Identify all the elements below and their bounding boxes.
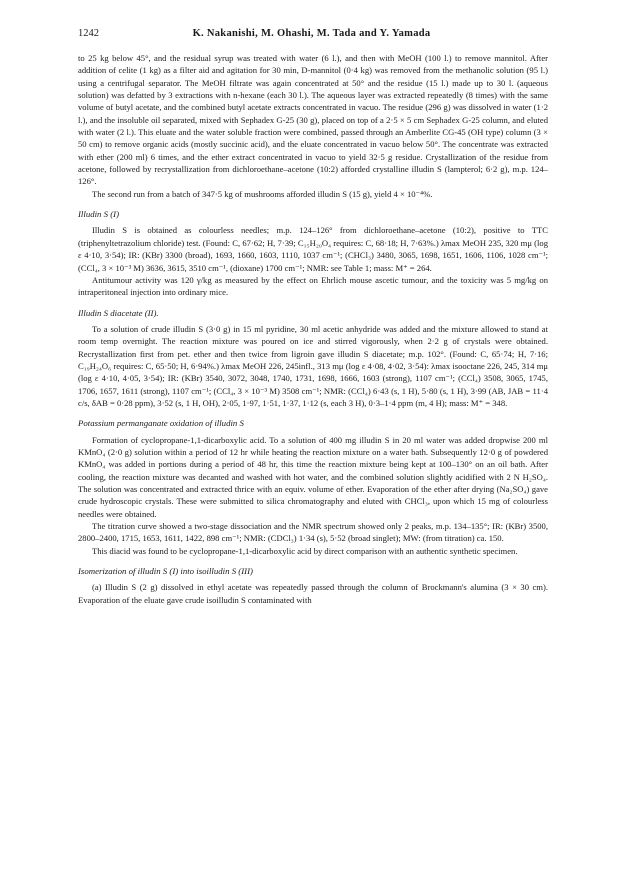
section-paragraph: Illudin S is obtained as colourless needles; m.p. 124–126° from dichloroethane–acetone (10:2), positive to TTC (triphenyltetrazolium chloride) test. (Found: C, 67·62; H, 7·39; C₁₅H₂₀O₄ requires: C, 68·18; H, 7·63%.) λmax MeOH 235, 320 mμ (log ε 4·10, 3·54); IR: (KBr) 3300 (broad), 1693, 1660, 1603, 1110, 1037 cm⁻¹; (CHCl₃) 3480, 3065, 1698, 1651, 1606, 1106, 1028 cm⁻¹; (CCl₄, 3 × 10⁻³ M) 3636, 3615, 3510 cm⁻¹, (dioxane) 1700 cm⁻¹; NMR: see Table 1; mass: M⁺ = 264. bbox=[78, 225, 548, 273]
section-heading: Potassium permanganate oxidation of illudin S bbox=[78, 418, 244, 429]
page-header bbox=[78, 28, 548, 39]
header-spacer bbox=[524, 28, 548, 39]
section-paragraph: Formation of cyclopropane-1,1-dicarboxylic acid. To a solution of 400 mg illudin S in 20 ml water was added dropwise 200 ml KMnO₄ (2·0 g) solution within a period of 12 hr while heating the reaction mixture on a water bath. Subsequently 12·0 g of powdered KMnO₄ was added in portions during a period of 48 hr, this time the reaction mixture being kept at 100–130° on an oil bath. After cooling, the reaction mixture was decanted and washed with hot water, and the combined solution slightly acidified with 2 N H₂SO₄. The solution was concentrated and extracted thrice with an equiv. volume of ether. Evaporation of the ether after drying (Na₂SO₄) gave crude hydroscopic crystals. These were submitted to silica chromatography and eluted with CHCl₃, upon which 15 mg of colourless needles were obtained. bbox=[78, 434, 548, 519]
intro-paragraph: The second run from a batch of 347·5 kg of mushrooms afforded illudin S (15 g), yield 4 × 10⁻⁴%. bbox=[92, 188, 433, 199]
page-number: 1242 bbox=[78, 28, 99, 39]
section-paragraph: The titration curve showed a two-stage dissociation and the NMR spectrum showed only 2 peaks, m.p. 134–135°; IR: (KBr) 3500, 2800–2400, 1715, 1653, 1611, 1422, 898 cm⁻¹; NMR: (CDCl₃) 1·34 (s), 5·52 (broad singlet); MW: (from titration) ca. 150. bbox=[78, 521, 548, 544]
section-heading: Illudin S diacetate (II). bbox=[78, 307, 159, 318]
running-title: K. Nakanishi, M. Ohashi, M. Tada and Y. Yamada bbox=[192, 28, 431, 39]
intro-paragraph: to 25 kg below 45°, and the residual syrup was treated with water (6 l.), and then with MeOH (100 l.) to remove mannitol. After addition of celite (1 kg) as a filter aid and agitation for 30 min, D-mannitol (0·4 kg) was removed from the methanolic solution (95 l.) using a centrifugal separator. The MeOH filtrate was again concentrated at 50° and the residue (15 l.) made up to 30 l. (aqueous solution) was defatted by 3 extractions with n-hexane (each 30 l.). The aqueous layer was extracted repeatedly (8 times) with the same volume of butyl acetate, and the combined butyl acetate extracts concentrated in vacuo. The residue (296 g) was dissolved in water (1·2 l.), and the insoluble oil separated, mixed with Sephadex G-25 (30 g), placed on top of a 2·5 × 5 cm Sephadex G-25 column, and eluted with water (2 l.). This eluate and the water soluble fraction were combined, passed through an Amberlite CG-45 (OH type) column (3 × 50 cm) to remove organic acids (mostly succinic acid), and the eluate concentrated in vacuo below 50°. The concentrate was extracted with ether (200 ml) 6 times, and the ether extract concentrated in vacuo to yield 32·5 g residue. Crystallization of the residue from acetone, followed by recrystallization from dichloroethane–acetone (10:2) afforded crystalline illudin S (lampterol; 6·2 g), m.p. 124–126°. bbox=[78, 53, 548, 187]
section-paragraph: This diacid was found to be cyclopropane-1,1-dicarboxylic acid by direct comparison with an authentic synthetic specimen. bbox=[92, 545, 518, 556]
section-heading: Isomerization of illudin S (I) into isoilludin S (III) bbox=[78, 566, 253, 577]
article-body bbox=[78, 52, 548, 606]
section-heading: Illudin S (I) bbox=[78, 209, 120, 220]
section-paragraph: To a solution of crude illudin S (3·0 g) in 15 ml pyridine, 30 ml acetic anhydride was added and the mixture allowed to stand at room temp overnight. The reaction mixture was poured on ice and stirred vigorously, when 2·2 g of crystals were obtained. Recrystallization first from pet. ether and then twice from ligroin gave illudin S diacetate; m.p. 102°. (Found: C, 65·74; H, 7·16; C₁₉H₂₄O₆ requires: C, 65·50; H, 6·94%.) λmax MeOH 226, 245infl., 313 mμ (log ε 4·08, 4·02, 3·54): λmax isooctane 226, 245, 314 mμ (log ε 4·10, 4·05, 3·54); IR: (KBr) 3540, 3072, 3048, 1740, 1731, 1698, 1666, 1603 (strong), 1107 cm⁻¹; (CCl₄) 3508, 3065, 1745, 1706, 1657, 1611 (strong), 1107 cm⁻¹; (CCl₄, 3 × 10⁻³ M) 3508 cm⁻¹; NMR: (CCl₄) 6·43 (s, 1 H), 5·80 (s, 1 H), 3·99 (AB, JAB = 11·4 c/s, δAB = 0·28 ppm), 3·52 (s, 1 H, OH), 2·05, 1·97, 1·51, 1·37, 1·12 (s, each 3 H), 0·3–1·4 ppm (m, 4 H); mass: M⁺ = 348. bbox=[78, 323, 548, 408]
section-paragraph: Antitumour activity was 120 γ/kg as measured by the effect on Ehrlich mouse ascetic tumour, and the toxicity was 5 mg/kg on intraperitoneal injection into ordinary mice. bbox=[78, 274, 548, 298]
section-paragraph: (a) Illudin S (2 g) dissolved in ethyl acetate was repeatedly passed through the column of Brockmann's alumina (3 × 30 cm). Evaporation of the eluate gave crude isoilludin S contaminated with bbox=[78, 582, 548, 605]
